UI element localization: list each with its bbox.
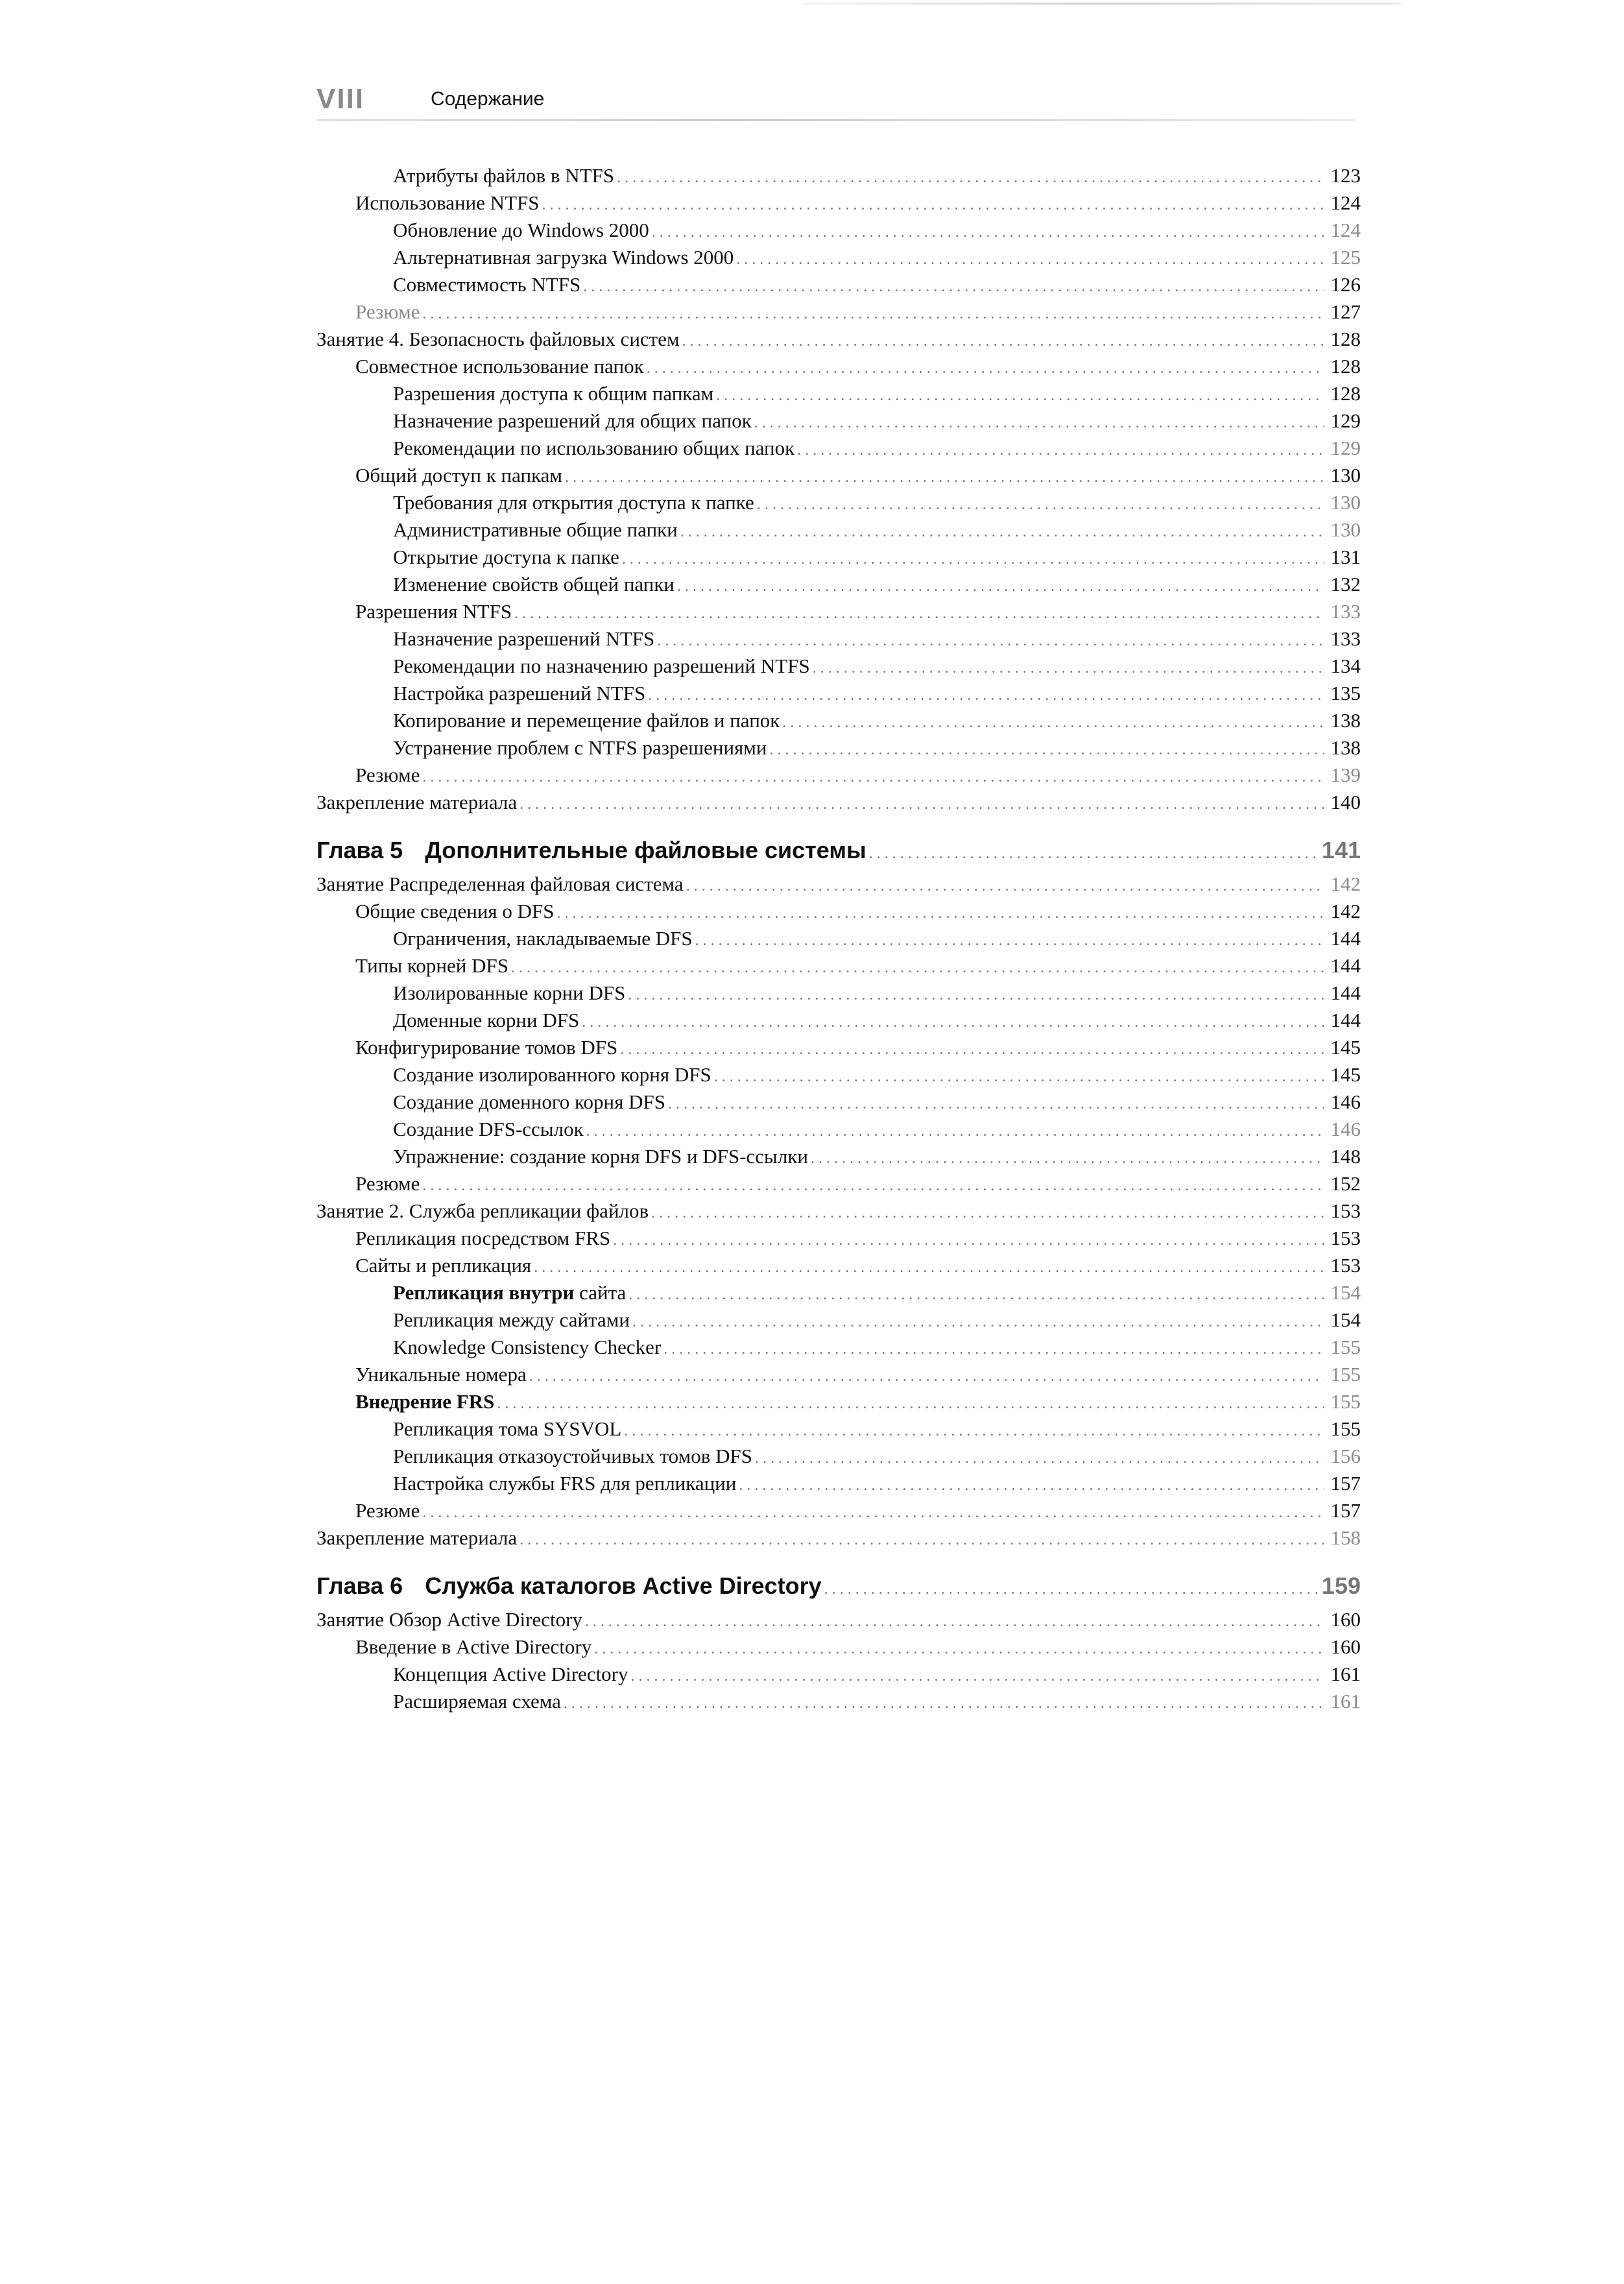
toc-dot-leader xyxy=(797,437,1324,464)
toc-entry-title: Репликация внутри сайта xyxy=(393,1281,627,1304)
toc-dot-leader xyxy=(582,1009,1324,1036)
toc-entry xyxy=(316,1443,1361,1470)
toc-entry-title: Расширяемая схема xyxy=(393,1690,561,1713)
toc-entry xyxy=(316,980,1361,1007)
toc-entry xyxy=(316,871,1361,898)
toc-entry xyxy=(316,952,1361,980)
toc-dot-leader xyxy=(755,1445,1324,1472)
toc-entry-title: Рекомендации по использованию общих папок xyxy=(393,437,795,459)
toc-chapter-number: Глава 6 xyxy=(316,1572,403,1599)
toc-entry-title: Копирование и перемещение файлов и папок xyxy=(393,709,780,732)
toc-entry-title: Устранение проблем с NTFS разрешениями xyxy=(393,736,767,759)
toc-entry xyxy=(316,298,1361,326)
toc-entry-title: Атрибуты файлов в NTFS xyxy=(393,164,615,187)
toc-entry xyxy=(316,271,1361,298)
toc-entry xyxy=(316,1061,1361,1088)
toc-dot-leader xyxy=(628,981,1324,1009)
toc-dot-leader xyxy=(686,872,1324,900)
toc-entry-title: Использование NTFS xyxy=(355,191,540,214)
toc-entry-title: Резюме xyxy=(355,763,420,786)
toc-page-number: 130 xyxy=(1330,491,1361,514)
toc-entry xyxy=(316,625,1361,653)
toc-dot-leader xyxy=(557,900,1324,927)
toc-page-number: 134 xyxy=(1330,655,1361,677)
toc-dot-leader xyxy=(682,328,1324,355)
toc-page-number: 123 xyxy=(1330,164,1361,187)
toc-entry xyxy=(316,1524,1361,1552)
toc-dot-leader xyxy=(622,546,1324,573)
toc-page-number: 153 xyxy=(1330,1199,1361,1222)
running-title: Содержание xyxy=(431,88,545,110)
toc-page-number: 129 xyxy=(1330,437,1361,459)
toc-entry xyxy=(316,1415,1361,1443)
toc-page-number: 130 xyxy=(1330,518,1361,541)
toc-entry-title: Создание изолированного корня DFS xyxy=(393,1063,711,1086)
toc-dot-leader xyxy=(811,1145,1324,1172)
toc-entry xyxy=(316,598,1361,625)
toc-entry xyxy=(316,789,1361,816)
toc-dot-leader xyxy=(564,1690,1324,1717)
toc-page-number: 146 xyxy=(1330,1118,1361,1140)
toc-entry xyxy=(316,407,1361,435)
toc-entry-title: Репликация посредством FRS xyxy=(355,1227,611,1249)
toc-entry-title: Ограничения, накладываемые DFS xyxy=(393,927,693,950)
toc-entry xyxy=(316,326,1361,353)
toc-page-number: 153 xyxy=(1330,1227,1361,1249)
toc-dot-leader xyxy=(422,763,1324,791)
toc-page-number: 155 xyxy=(1330,1417,1361,1440)
toc-entry xyxy=(316,1497,1361,1524)
toc-entry-title: Концепция Active Directory xyxy=(393,1663,628,1685)
toc-page-number: 156 xyxy=(1330,1445,1361,1467)
toc-entry xyxy=(316,1334,1361,1361)
toc-chapter-title xyxy=(316,1566,822,1606)
toc-page-number: 124 xyxy=(1330,219,1361,241)
toc-entry-title: Создание доменного корня DFS xyxy=(393,1090,665,1113)
toc-dot-leader xyxy=(586,1118,1324,1145)
toc-page-number: 153 xyxy=(1330,1254,1361,1277)
toc-chapter-name: Служба каталогов Active Directory xyxy=(425,1572,822,1599)
toc-page-number: 124 xyxy=(1330,191,1361,214)
toc-page-number: 161 xyxy=(1330,1663,1361,1685)
toc-entry xyxy=(316,1116,1361,1143)
toc-entry xyxy=(316,1633,1361,1661)
toc-page-number: 125 xyxy=(1330,246,1361,269)
toc-dot-leader xyxy=(585,1608,1324,1635)
toc-entry xyxy=(316,189,1361,217)
toc-entry-title: Доменные корни DFS xyxy=(393,1009,580,1031)
toc-page-number: 141 xyxy=(1321,837,1361,863)
toc-entry xyxy=(316,1252,1361,1279)
toc-page-number: 146 xyxy=(1330,1090,1361,1113)
toc-dot-leader xyxy=(754,409,1324,437)
toc-entry xyxy=(316,1470,1361,1497)
toc-entry-title: Уникальные номера xyxy=(355,1363,527,1386)
page-header xyxy=(316,83,1361,122)
toc-page-number: 139 xyxy=(1330,763,1361,786)
page-number: VIII xyxy=(316,83,365,115)
toc-chapter-heading xyxy=(316,1566,1361,1606)
toc-page-number: 138 xyxy=(1330,709,1361,732)
toc-entry xyxy=(316,925,1361,952)
toc-chapter-name: Дополнительные файловые системы xyxy=(425,837,866,863)
toc-page-number: 154 xyxy=(1330,1281,1361,1304)
toc-entry xyxy=(316,1143,1361,1170)
toc-page-number: 128 xyxy=(1330,382,1361,405)
toc-dot-leader xyxy=(651,1199,1324,1227)
toc-entry-title: Назначение разрешений NTFS xyxy=(393,627,655,650)
toc-entry xyxy=(316,1361,1361,1388)
toc-dot-leader xyxy=(652,219,1324,246)
toc-entry xyxy=(316,435,1361,462)
toc-dot-leader xyxy=(695,927,1324,954)
toc-entry-title: Изолированные корни DFS xyxy=(393,981,626,1004)
toc-entry xyxy=(316,1606,1361,1633)
toc-page-number: 126 xyxy=(1330,273,1361,296)
toc-entry-title: Создание DFS-ссылок xyxy=(393,1118,584,1140)
toc-entry-title: Разрешения доступа к общим папкам xyxy=(393,382,714,405)
toc-entry-title: Настройка службы FRS для репликации xyxy=(393,1472,737,1495)
toc-dot-leader xyxy=(628,1281,1324,1308)
toc-entry xyxy=(316,544,1361,571)
toc-dot-leader xyxy=(624,1417,1324,1445)
toc-page-number: 144 xyxy=(1330,954,1361,977)
toc-entry-title: Занятие 2. Служба репликации файлов xyxy=(316,1199,649,1222)
toc-entry xyxy=(316,380,1361,407)
toc-entry xyxy=(316,1007,1361,1034)
toc-entry xyxy=(316,1034,1361,1061)
toc-dot-leader xyxy=(620,1036,1324,1063)
table-of-contents xyxy=(316,162,1361,1715)
toc-page-number: 155 xyxy=(1330,1390,1361,1413)
toc-page-number: 155 xyxy=(1330,1363,1361,1386)
toc-entry-title: Занятие Распределенная файловая система xyxy=(316,872,684,895)
toc-entry xyxy=(316,1197,1361,1225)
toc-entry-title: Типы корней DFS xyxy=(355,954,508,977)
toc-chapter-title xyxy=(316,830,866,871)
toc-page-number: 140 xyxy=(1330,791,1361,813)
toc-entry xyxy=(316,489,1361,516)
toc-entry-title: Конфигурирование томов DFS xyxy=(355,1036,618,1059)
toc-page-number: 157 xyxy=(1330,1472,1361,1495)
toc-dot-leader xyxy=(631,1663,1324,1690)
toc-dot-leader xyxy=(514,600,1324,627)
toc-entry-title: Изменение свойств общей папки xyxy=(393,573,675,595)
toc-page-number: 158 xyxy=(1330,1526,1361,1549)
toc-entry xyxy=(316,1170,1361,1197)
toc-page-number: 145 xyxy=(1330,1036,1361,1059)
toc-page-number: 161 xyxy=(1330,1690,1361,1713)
toc-page-number: 128 xyxy=(1330,355,1361,378)
toc-page-number: 145 xyxy=(1330,1063,1361,1086)
toc-entry xyxy=(316,353,1361,380)
header-rule xyxy=(316,119,1354,121)
toc-entry-title: Занятие Обзор Active Directory xyxy=(316,1608,582,1631)
toc-entry-title: Резюме xyxy=(355,1499,420,1522)
toc-entry-title: Открытие доступа к папке xyxy=(393,546,619,568)
toc-page-number: 157 xyxy=(1330,1499,1361,1522)
toc-entry-title: Упражнение: создание корня DFS и DFS-ссылки xyxy=(393,1145,809,1168)
toc-entry-title: Внедрение FRS xyxy=(355,1390,495,1413)
toc-entry-title: Занятие 4. Безопасность файловых систем xyxy=(316,328,680,350)
toc-dot-leader xyxy=(782,709,1324,736)
toc-page-number: 142 xyxy=(1330,872,1361,895)
toc-page-number: 142 xyxy=(1330,900,1361,922)
toc-entry xyxy=(316,1279,1361,1306)
toc-entry xyxy=(316,1225,1361,1252)
toc-entry-title: Сайты и репликация xyxy=(355,1254,532,1277)
toc-entry xyxy=(316,653,1361,680)
toc-page-number: 135 xyxy=(1330,682,1361,704)
toc-page-number: 129 xyxy=(1330,409,1361,432)
toc-entry-title: Совместимость NTFS xyxy=(393,273,581,296)
toc-page-number: 154 xyxy=(1330,1308,1361,1331)
toc-entry-title: Разрешения NTFS xyxy=(355,600,512,623)
toc-page-number: 160 xyxy=(1330,1608,1361,1631)
toc-dot-leader xyxy=(677,573,1324,600)
toc-entry-title: Общий доступ к папкам xyxy=(355,464,563,487)
toc-entry-title: Закрепление материала xyxy=(316,1526,518,1549)
toc-dot-leader xyxy=(657,627,1324,655)
toc-chapter-number: Глава 5 xyxy=(316,837,403,863)
toc-dot-leader xyxy=(519,791,1324,818)
toc-dot-leader xyxy=(757,491,1324,518)
toc-dot-leader xyxy=(519,1526,1324,1554)
toc-dot-leader xyxy=(668,1090,1324,1118)
toc-dot-leader xyxy=(542,191,1324,219)
toc-entry-title: Настройка разрешений NTFS xyxy=(393,682,646,704)
toc-entry xyxy=(316,1688,1361,1715)
toc-page-number: 127 xyxy=(1330,300,1361,323)
toc-dot-leader xyxy=(422,300,1324,328)
toc-entry xyxy=(316,516,1361,544)
toc-page-number: 148 xyxy=(1330,1145,1361,1168)
toc-page-number: 144 xyxy=(1330,1009,1361,1031)
toc-entry xyxy=(316,1661,1361,1688)
toc-page-number: 155 xyxy=(1330,1336,1361,1358)
toc-page-number: 152 xyxy=(1330,1172,1361,1195)
toc-entry xyxy=(316,571,1361,598)
toc-page-number: 128 xyxy=(1330,328,1361,350)
toc-entry xyxy=(316,1306,1361,1334)
toc-entry-title: Репликация отказоустойчивых томов DFS xyxy=(393,1445,752,1467)
toc-entry-title: Репликация между сайтами xyxy=(393,1308,630,1331)
toc-dot-leader xyxy=(511,954,1324,981)
toc-entry-title: Репликация тома SYSVOL xyxy=(393,1417,622,1440)
toc-page-number: 138 xyxy=(1330,736,1361,759)
toc-entry xyxy=(316,734,1361,762)
toc-dot-leader xyxy=(497,1390,1324,1417)
toc-entry-title: Обновление до Windows 2000 xyxy=(393,219,649,241)
toc-entry-title: Резюме xyxy=(355,300,420,323)
toc-entry-title: Административные общие папки xyxy=(393,518,678,541)
toc-page-number: 144 xyxy=(1330,981,1361,1004)
toc-dot-leader xyxy=(663,1336,1324,1363)
toc-entry-title: Требования для открытия доступа к папке xyxy=(393,491,754,514)
toc-entry xyxy=(316,1388,1361,1415)
toc-page-number: 132 xyxy=(1330,573,1361,595)
toc-dot-leader xyxy=(529,1363,1324,1390)
toc-dot-leader xyxy=(824,1569,1319,1609)
toc-entry-title: Закрепление материала xyxy=(316,791,518,813)
toc-dot-leader xyxy=(613,1227,1324,1254)
toc-entry-title: Введение в Active Directory xyxy=(355,1635,592,1658)
toc-dot-leader xyxy=(422,1499,1324,1526)
toc-entry xyxy=(316,462,1361,489)
toc-page-number: 133 xyxy=(1330,627,1361,650)
toc-page-number: 133 xyxy=(1330,600,1361,623)
toc-dot-leader xyxy=(583,273,1324,300)
toc-dot-leader xyxy=(736,246,1324,273)
toc-entry xyxy=(316,680,1361,707)
toc-dot-leader xyxy=(648,682,1324,709)
toc-page-number: 144 xyxy=(1330,927,1361,950)
toc-entry-title: Knowledge Consistency Checker xyxy=(393,1336,662,1358)
toc-dot-leader xyxy=(716,382,1324,409)
toc-entry xyxy=(316,244,1361,271)
toc-dot-leader xyxy=(565,464,1324,491)
toc-entry-title: Резюме xyxy=(355,1172,420,1195)
toc-entry-title: Совместное использование папок xyxy=(355,355,644,378)
toc-entry xyxy=(316,162,1361,189)
scan-edge-line xyxy=(804,3,1401,5)
toc-dot-leader xyxy=(594,1635,1324,1663)
toc-dot-leader xyxy=(617,164,1324,191)
toc-dot-leader xyxy=(680,518,1324,546)
toc-page-number: 159 xyxy=(1321,1572,1361,1599)
toc-entry xyxy=(316,762,1361,789)
toc-page-number: 130 xyxy=(1330,464,1361,487)
toc-entry-title: Общие сведения о DFS xyxy=(355,900,555,922)
toc-dot-leader xyxy=(770,736,1325,763)
toc-entry-title: Альтернативная загрузка Windows 2000 xyxy=(393,246,734,269)
toc-entry xyxy=(316,217,1361,244)
toc-dot-leader xyxy=(632,1308,1324,1336)
toc-entry-title: Рекомендации по назначению разрешений NTFS xyxy=(393,655,810,677)
toc-dot-leader xyxy=(534,1254,1324,1281)
toc-page-number: 160 xyxy=(1330,1635,1361,1658)
toc-page-number: 131 xyxy=(1330,546,1361,568)
toc-dot-leader xyxy=(714,1063,1324,1090)
toc-entry-title: Назначение разрешений для общих папок xyxy=(393,409,752,432)
toc-dot-leader xyxy=(813,655,1324,682)
toc-entry xyxy=(316,707,1361,734)
toc-entry xyxy=(316,1088,1361,1116)
toc-dot-leader xyxy=(422,1172,1324,1199)
toc-dot-leader xyxy=(739,1472,1324,1499)
toc-entry xyxy=(316,898,1361,925)
toc-dot-leader xyxy=(647,355,1324,382)
toc-chapter-heading xyxy=(316,830,1361,871)
toc-dot-leader xyxy=(869,834,1319,874)
